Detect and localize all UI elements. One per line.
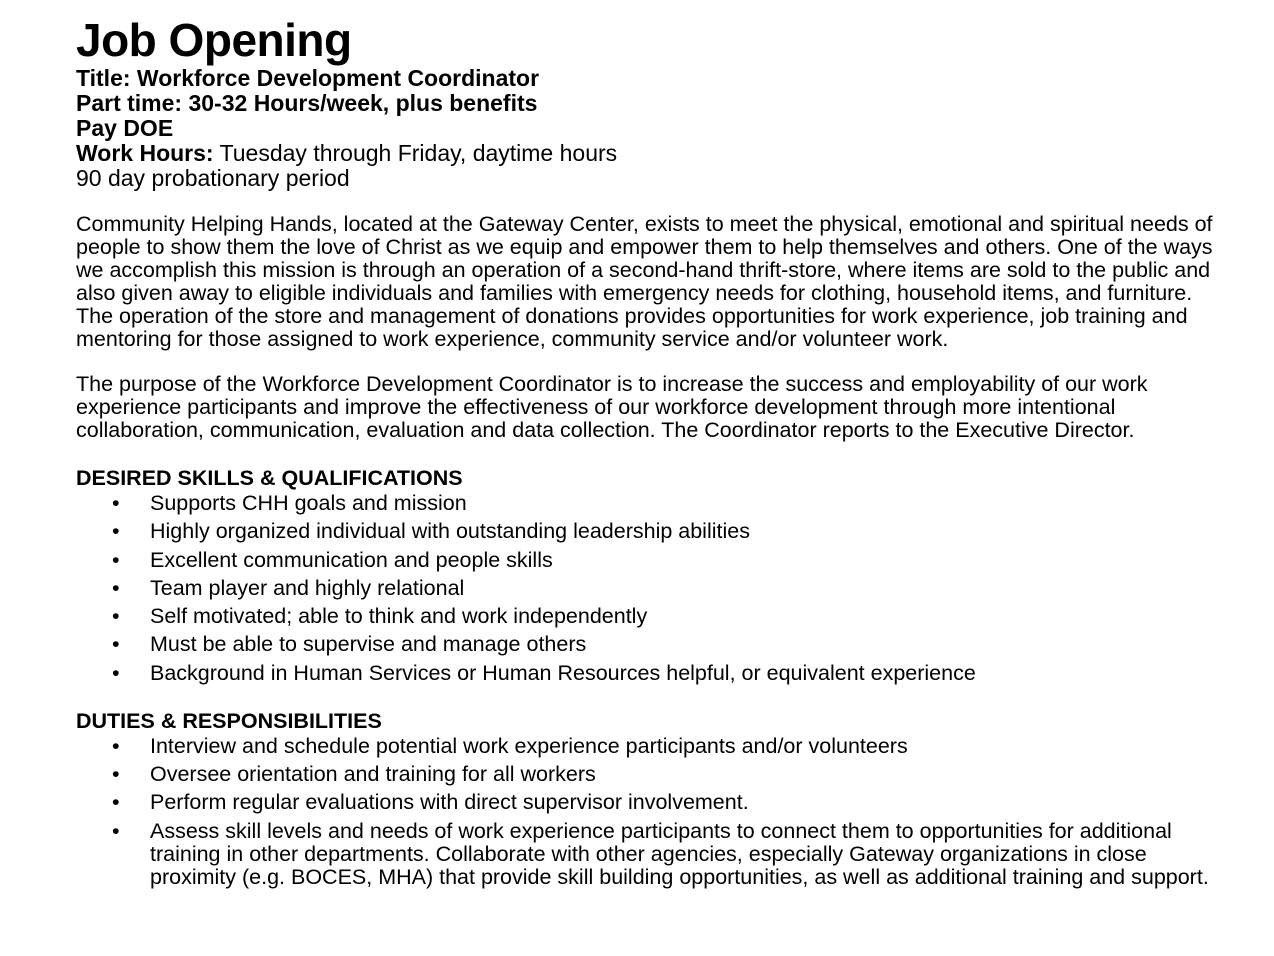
skills-list xyxy=(76,492,1226,685)
bullet-icon: • xyxy=(112,790,120,815)
bullet-icon: • xyxy=(112,632,120,657)
work-hours-label: Work Hours: xyxy=(76,140,214,166)
duties-list xyxy=(76,735,1226,889)
bullet-icon: • xyxy=(112,733,120,758)
page-title: Job Opening xyxy=(76,14,352,66)
probation-line: 90 day probationary period xyxy=(76,165,350,191)
bullet-icon: • xyxy=(112,604,120,629)
bullet-icon: • xyxy=(112,491,120,515)
bullet-icon: • xyxy=(112,660,120,685)
list-item: • Must be able to supervise and manage others xyxy=(112,632,587,657)
list-item: • Oversee orientation and training for all workers xyxy=(112,762,596,787)
bullet-icon: • xyxy=(112,575,120,600)
list-item: • Supports CHH goals and mission xyxy=(112,491,467,515)
list-item: • Highly organized individual with outstanding leadership abilities xyxy=(112,519,750,544)
list-item: • Background in Human Services or Human Resources helpful, or equivalent experience xyxy=(112,660,976,685)
work-hours-line xyxy=(76,141,1226,166)
list-item: • Interview and schedule potential work experience participants and/or volunteers xyxy=(112,733,908,758)
duties-heading: DUTIES & RESPONSIBILITIES xyxy=(76,708,382,733)
intro-paragraph: Community Helping Hands, located at the Gateway Center, exists to meet the physical, emotional and spiritual needs of people to show them the love of Christ as we equip and empower them to help themselves and others. One of the ways we accomplish this mission is through an operation of a second-hand thrift-store, where items are sold to the public and also given away to eligible individuals and families with emergency needs for clothing, household items, and furniture. The operation of the store and management of donations provides opportunities for work experience, job training and mentoring for those assigned to work experience, community service and/or volunteer work. xyxy=(76,212,1213,351)
list-item: • Assess skill levels and needs of work experience participants to connect them to opportunities for additional training in other departments. Collaborate with other agencies, especially Gateway organizations in close proximity (e.g. BOCES, MHA) that provide skill building opportunities, as well as additional training and support. xyxy=(112,818,1209,889)
list-item: • Excellent communication and people skills xyxy=(112,547,553,572)
bullet-icon: • xyxy=(112,547,120,572)
skills-heading: DESIRED SKILLS & QUALIFICATIONS xyxy=(76,466,463,490)
job-posting-document xyxy=(76,14,1226,894)
list-item: • Self motivated; able to think and work independently xyxy=(112,604,648,629)
work-hours-value: Tuesday through Friday, daytime hours xyxy=(213,140,618,166)
list-item: • Team player and highly relational xyxy=(112,575,465,600)
bullet-icon: • xyxy=(112,818,120,843)
list-item: • Perform regular evaluations with direct supervisor involvement. xyxy=(112,790,749,815)
bullet-icon: • xyxy=(112,519,120,544)
part-time-line: Part time: 30-32 Hours/week, plus benefits xyxy=(76,90,538,116)
purpose-paragraph: The purpose of the Workforce Development Coordinator is to increase the success and employability of our work experience participants and improve the effectiveness of our workforce development through more intentional collaboration, communication, evaluation and data collection. The Coordinator reports to the Executive Director. xyxy=(76,372,1148,442)
job-title-line: Title: Workforce Development Coordinator xyxy=(76,65,540,91)
bullet-icon: • xyxy=(112,762,120,787)
pay-line: Pay DOE xyxy=(76,115,174,141)
